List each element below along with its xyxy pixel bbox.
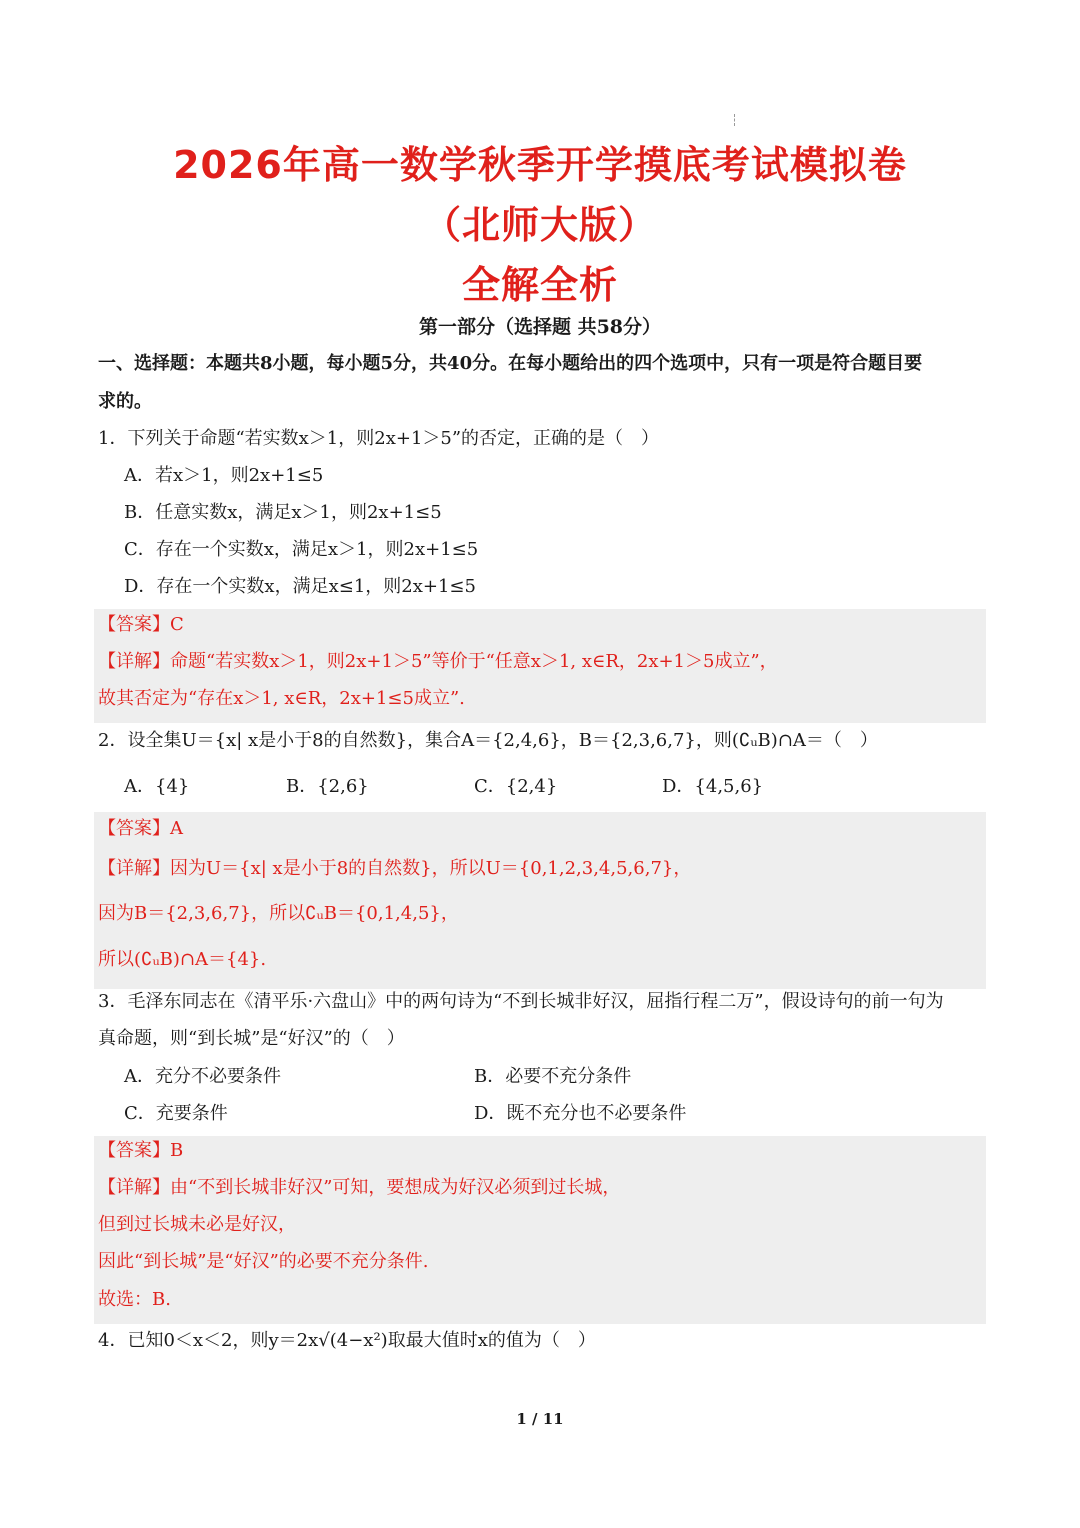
q1-answer: 【答案】C [98, 614, 184, 635]
q3-detail-line-2: 但到过长城未必是好汉， [98, 1214, 296, 1235]
q2-answer: 【答案】A [98, 818, 183, 839]
q2-option-c: C．{2,4} [474, 776, 558, 797]
q4-stem: 4．已知0＜x＜2，则y＝2x√(4−x²)取最大值时x的值为（ ） [98, 1330, 596, 1351]
q1-option-c: C．存在一个实数x，满足x＞1，则2x+1≤5 [124, 539, 479, 560]
q2-stem: 2．设全集U＝{x| x是小于8的自然数}，集合A＝{2,4,6}，B＝{2,3,6,7}，则(∁ᵤB)∩A＝（ ） [98, 730, 878, 751]
title-line-2: （北师大版） [422, 203, 657, 247]
q1-option-a: A．若x＞1，则2x+1≤5 [124, 465, 324, 486]
q2-detail-line-3: 所以(∁ᵤB)∩A＝{4}. [98, 949, 267, 970]
q1-detail-line-1: 【详解】命题“若实数x＞1，则2x+1＞5”等价于“任意x＞1, x∈R，2x+1＞5成立”， [98, 651, 778, 672]
section-heading: 第一部分（选择题 共58分） [418, 316, 662, 338]
q3-stem-line-1: 3．毛泽东同志在《清平乐·六盘山》中的两句诗为“不到长城非好汉，屈指行程二万”，假设诗句的前一句为 [98, 991, 944, 1012]
q1-detail-line-2: 故其否定为“存在x＞1, x∈R，2x+1≤5成立”. [98, 688, 465, 709]
q3-stem-line-2: 真命题，则“到长城”是“好汉”的（ ） [98, 1028, 405, 1049]
instructions-line-2: 求的。 [98, 391, 152, 412]
page-number: 1 / 11 [516, 1410, 564, 1428]
q1-option-d: D．存在一个实数x，满足x≤1，则2x+1≤5 [124, 576, 476, 597]
q1-option-b: B．任意实数x，满足x＞1，则2x+1≤5 [124, 502, 442, 523]
q3-option-c: C．充要条件 [124, 1103, 228, 1124]
q2-detail-line-1: 【详解】因为U＝{x| x是小于8的自然数}，所以U＝{0,1,2,3,4,5,6,7}， [98, 858, 692, 879]
q3-answer: 【答案】B [98, 1140, 184, 1161]
title-line-3: 全解全析 [461, 263, 618, 307]
q2-detail-line-2: 因为B＝{2,3,6,7}，所以∁ᵤB＝{0,1,4,5}， [98, 903, 459, 924]
q3-option-a: A．充分不必要条件 [124, 1066, 281, 1087]
q3-detail-line-4: 故选：B. [98, 1289, 171, 1310]
q1-stem: 1．下列关于命题“若实数x＞1，则2x+1＞5”的否定，正确的是（ ） [98, 428, 660, 449]
instructions-line-1: 一、选择题：本题共8小题，每小题5分，共40分。在每小题给出的四个选项中，只有一项是符合题目要 [98, 353, 923, 374]
q3-option-d: D．既不充分也不必要条件 [474, 1103, 687, 1124]
title-line-1: 2026年高一数学秋季开学摸底考试模拟卷 [173, 143, 907, 187]
text-cursor-mark [734, 114, 736, 126]
q3-detail-line-1: 【详解】由“不到长城非好汉”可知，要想成为好汉必须到过长城， [98, 1177, 621, 1198]
q3-detail-line-3: 因此“到长城”是“好汉”的必要不充分条件. [98, 1251, 429, 1272]
q3-option-b: B．必要不充分条件 [474, 1066, 632, 1087]
q2-option-a: A．{4} [124, 776, 190, 797]
q2-option-d: D．{4,5,6} [662, 776, 764, 797]
q2-option-b: B．{2,6} [286, 776, 369, 797]
